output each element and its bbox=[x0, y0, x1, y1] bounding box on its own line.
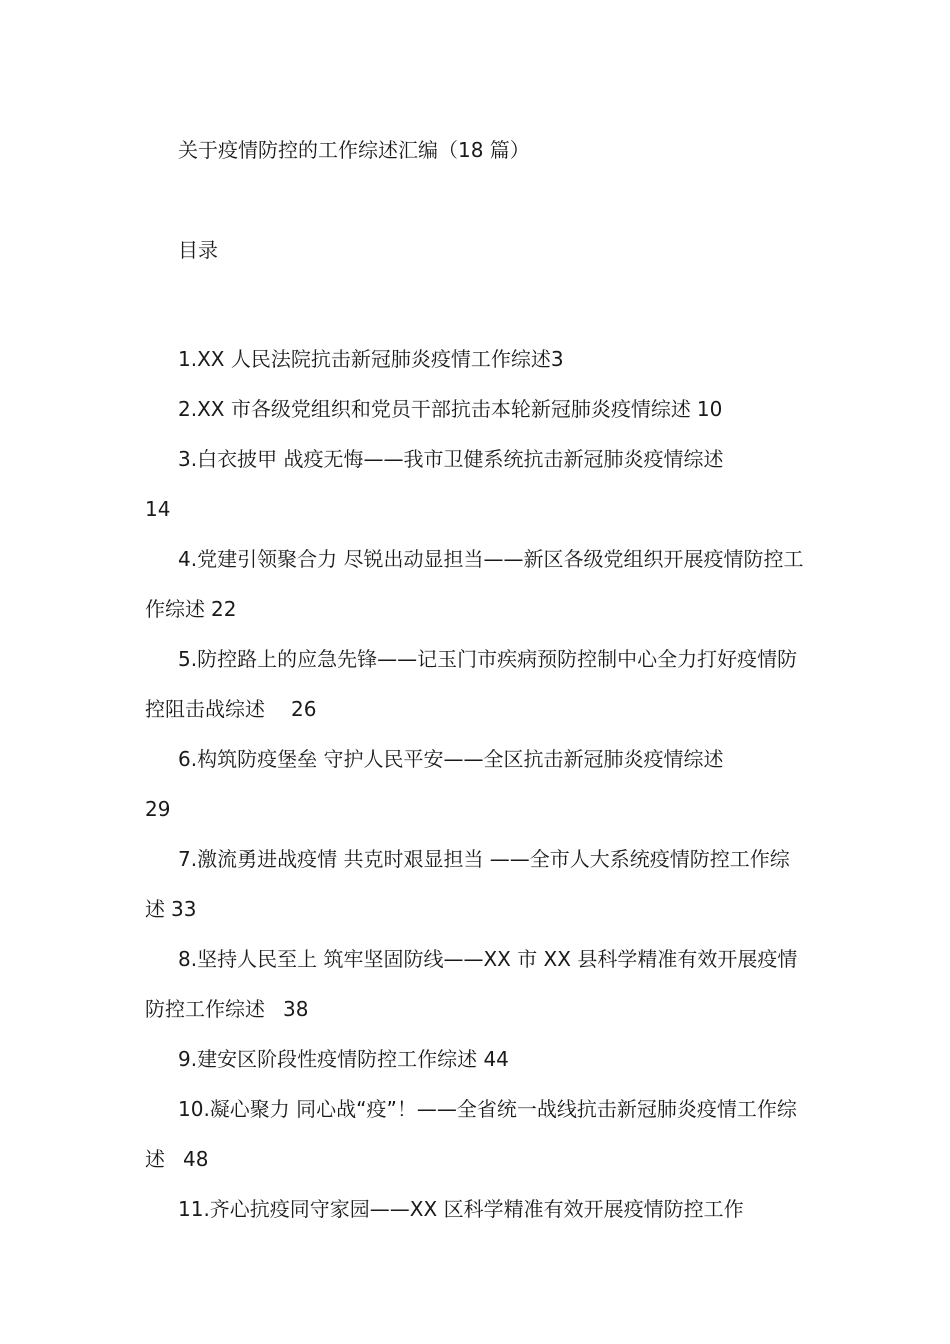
toc-entry-text: 9.建安区阶段性疫情防控工作综述 44 bbox=[178, 1047, 509, 1071]
table-of-contents bbox=[145, 334, 807, 1234]
toc-entry-page: 26 bbox=[291, 697, 317, 721]
toc-entry-text: 7.激流勇进战疫情 共克时艰显担当 ——全市人大系统疫情防控工作综述 bbox=[145, 847, 790, 921]
toc-entry-9 bbox=[145, 1034, 807, 1084]
toc-entry-text: 3.白衣披甲 战疫无悔——我市卫健系统抗击新冠肺炎疫情综述 bbox=[178, 447, 724, 471]
toc-entry-text: 4.党建引领聚合力 尽锐出动显担当——新区各级党组织开展疫情防控工作综述 bbox=[145, 547, 804, 621]
toc-entry-1 bbox=[145, 334, 807, 384]
toc-entry-3 bbox=[145, 434, 807, 534]
toc-entry-text: 10.凝心聚力 同心战“疫”！——全省统一战线抗击新冠肺炎疫情工作综述 bbox=[145, 1097, 797, 1171]
toc-entry-page: 48 bbox=[183, 1147, 209, 1171]
toc-entry-2 bbox=[145, 384, 807, 434]
toc-entry-text: 1.XX 人民法院抗击新冠肺炎疫情工作综述3 bbox=[178, 347, 564, 371]
toc-entry-8 bbox=[145, 934, 807, 1034]
toc-entry-page: 14 bbox=[145, 497, 171, 521]
toc-entry-page: 10 bbox=[696, 397, 723, 421]
toc-entry-10 bbox=[145, 1084, 807, 1184]
toc-entry-text: 6.构筑防疫堡垒 守护人民平安——全区抗击新冠肺炎疫情综述 bbox=[178, 747, 724, 771]
toc-entry-page: 22 bbox=[211, 597, 237, 621]
toc-entry-4 bbox=[145, 534, 807, 634]
toc-entry-5 bbox=[145, 634, 807, 734]
toc-entry-text: 5.防控路上的应急先锋——记玉门市疾病预防控制中心全力打好疫情防控阻击战综述 bbox=[145, 647, 798, 721]
toc-entry-7 bbox=[145, 834, 807, 934]
toc-entry-page: 38 bbox=[283, 997, 309, 1021]
toc-entry-page: 29 bbox=[145, 797, 171, 821]
toc-entry-6 bbox=[145, 734, 807, 834]
toc-entry-text: 2.XX 市各级党组织和党员干部抗击本轮新冠肺炎疫情综述 bbox=[178, 397, 691, 421]
toc-entry-text: 8.坚持人民至上 筑牢坚固防线——XX 市 XX 县科学精准有效开展疫情防控工作综述 bbox=[145, 947, 798, 1021]
toc-entry-11 bbox=[145, 1184, 807, 1234]
toc-heading: 目录 bbox=[178, 238, 218, 262]
document-title: 关于疫情防控的工作综述汇编（18 篇） bbox=[178, 138, 530, 162]
toc-entry-text: 11.齐心抗疫同守家园——XX 区科学精准有效开展疫情防控工作 bbox=[178, 1197, 744, 1221]
toc-entry-page: 33 bbox=[171, 897, 197, 921]
